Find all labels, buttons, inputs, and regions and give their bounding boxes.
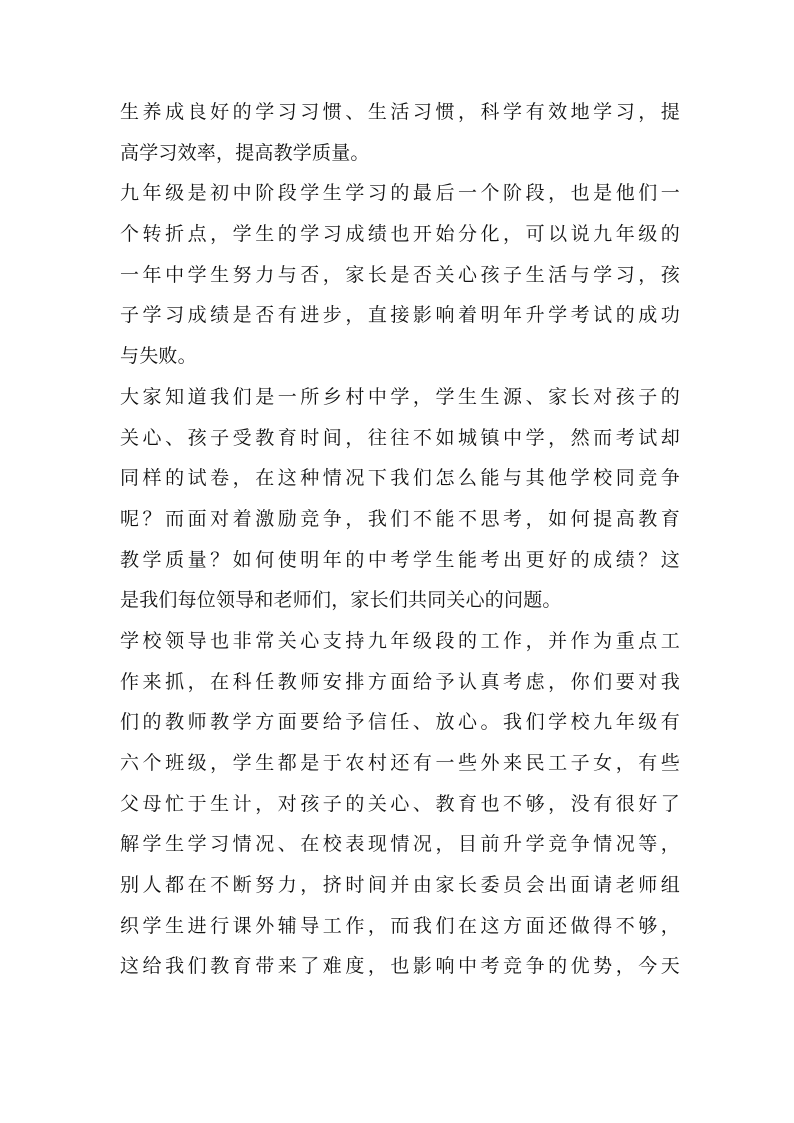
text-line: 们的教师教学方面要给予信任、放心。我们学校九年级有: [120, 711, 680, 734]
text-line: 织学生进行课外辅导工作，而我们在这方面还做得不够，: [120, 914, 680, 937]
text-line: 别人都在不断努力，挤时间并由家长委员会出面请老师组: [120, 874, 680, 897]
text-line: 学校领导也非常关心支持九年级段的工作，并作为重点工: [120, 629, 680, 652]
text-line: 父母忙于生计，对孩子的关心、教育也不够，没有很好了: [120, 792, 680, 815]
text-line: 高学习效率，提高教学质量。: [120, 141, 370, 164]
text-line: 是我们每位领导和老师们，家长们共同关心的问题。: [120, 589, 562, 612]
text-line: 教学质量？如何使明年的中考学生能考出更好的成绩？这: [120, 548, 680, 571]
text-line: 呢？而面对着激励竞争，我们不能不思考，如何提高教育: [120, 507, 680, 530]
text-line: 六个班级，学生都是于农村还有一些外来民工子女，有些: [120, 752, 680, 774]
text-line: 这给我们教育带来了难度，也影响中考竞争的优势，今天: [120, 955, 680, 978]
document-body: [120, 92, 680, 987]
text-line: 同样的试卷，在这种情况下我们怎么能与其他学校同竞争: [120, 467, 680, 490]
paragraph-1: [120, 92, 680, 173]
text-line: 个转折点，学生的学习成绩也开始分化，可以说九年级的: [120, 223, 680, 246]
paragraph-4: [120, 621, 680, 987]
text-line: 一年中学生努力与否，家长是否关心孩子生活与学习，孩: [120, 263, 680, 286]
text-line: 与失败。: [120, 345, 197, 368]
text-line: 九年级是初中阶段学生学习的最后一个阶段，也是他们一: [120, 182, 680, 205]
text-line: 子学习成绩是否有进步，直接影响着明年升学考试的成功: [120, 304, 680, 327]
text-line: 作来抓，在科任教师安排方面给予认真考虑，你们要对我: [120, 670, 680, 693]
paragraph-2: [120, 173, 680, 376]
text-line: 关心、孩子受教育时间，往往不如城镇中学，然而考试却: [120, 426, 680, 449]
text-line: 解学生学习情况、在校表现情况，目前升学竞争情况等，: [120, 833, 680, 856]
text-line: 生养成良好的学习习惯、生活习惯，科学有效地学习，提: [120, 101, 680, 123]
text-line: 大家知道我们是一所乡村中学，学生生源、家长对孩子的: [120, 385, 680, 408]
paragraph-3: [120, 377, 680, 621]
